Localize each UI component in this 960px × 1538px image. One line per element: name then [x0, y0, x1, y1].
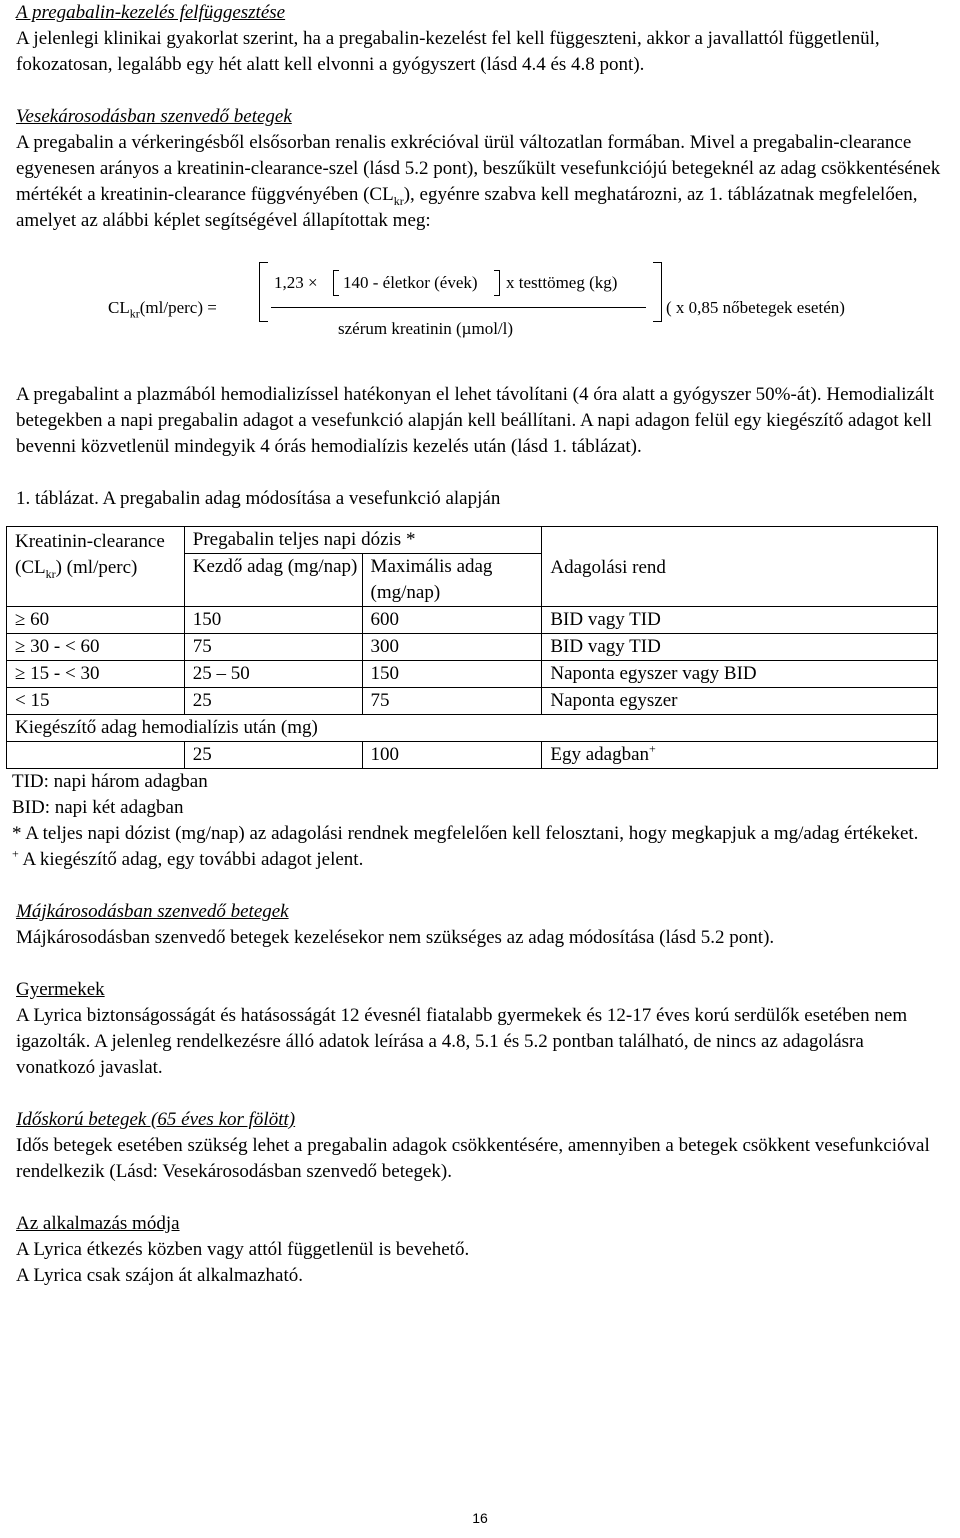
paragraph-elderly: Idős betegek esetében szükség lehet a pregabalin adagok csökkentésére, amennyiben a betegek csökkent vesefunkcióval rendelkezik (Lásd: Vesekárosodásban szenvedő betegek).: [16, 1135, 930, 1182]
table-row-supplementary-label: [7, 715, 938, 742]
note-plus: + A kiegészítő adag, egy további adagot jelent.: [12, 846, 364, 870]
formula-bracket-left: [259, 262, 268, 322]
note-tid: TID: napi három adagban: [12, 771, 208, 792]
page-number: 16: [472, 1510, 488, 1526]
formula-age-term: 140 - életkor (évek): [343, 273, 478, 292]
paragraph-administration-1: A Lyrica étkezés közben vagy attól függetlenül is bevehető.: [16, 1239, 470, 1260]
table-row: [7, 688, 938, 715]
paragraph-children: A Lyrica biztonságosságát és hatásosságát 12 évesnél fiatalabb gyermekek és 12-17 éves korú serdülők esetében nem igazolták. A jelenleg rendelkezésre álló adatok leírása a 4.8, 5.1 és 5.2 pontban található, de nincs az adagolásra vonatkozó javaslat.: [16, 1005, 908, 1078]
formula-bracket-right: [653, 262, 662, 322]
formula-fraction-line: [271, 307, 646, 308]
cell-supplementary-label: Kiegészítő adag hemodialízis után (mg): [7, 715, 938, 742]
cell-max-dose: 150: [362, 661, 542, 688]
cell-regimen: Naponta egyszer vagy BID: [542, 661, 938, 688]
cell-max-dose: 75: [362, 688, 542, 715]
header-total-daily-dose: Pregabalin teljes napi dózis *: [184, 527, 542, 554]
section-heading-administration: Az alkalmazás módja: [16, 1213, 180, 1234]
header-start-dose: Kezdő adag (mg/nap): [184, 554, 362, 607]
paragraph-hepatic: Májkárosodásban szenvedő betegek kezelésekor nem szükséges az adag módosítása (lásd 5.2 pont).: [16, 927, 775, 948]
table-row-supplementary: [7, 742, 938, 769]
cell-start-dose: 25: [184, 742, 362, 769]
formula-lhs: $CL_{kr}(ml/perc)$ =: [108, 298, 217, 321]
note-bid: BID: napi két adagban: [12, 797, 184, 818]
paragraph-hemodialysis: A pregabalint a plazmából hemodializíssel hatékonyan el lehet távolítani (4 óra alatt a gyógyszer 50%-át). Hemodializált betegekben a napi pregabalin adagot a vesefunkció alapján kell beállítani. A napi adagon felül egy kiegészítő adagot kell bevenni közvetlenül mindegyik 4 órás hemodialízis kezelés után (lásd 1. táblázat).: [16, 384, 935, 457]
document-page: [12, 0, 946, 1289]
header-max-dose: Maximális adag (mg/nap): [362, 554, 542, 607]
cell-regimen: BID vagy TID: [542, 607, 938, 634]
section-heading-stop: A pregabalin-kezelés felfüggesztése: [16, 2, 286, 23]
section-heading-hepatic: Májkárosodásban szenvedő betegek: [16, 901, 289, 922]
cell-max-dose: 100: [362, 742, 542, 769]
section-heading-children: Gyermekek: [16, 979, 105, 1000]
cell-regimen: Naponta egyszer: [542, 688, 938, 715]
cell-clearance: ≥ 30 - < 60: [7, 634, 185, 661]
cell-start-dose: 75: [184, 634, 362, 661]
dose-adjustment-table: [6, 526, 938, 769]
cell-max-dose: 300: [362, 634, 542, 661]
formula-weight-term: x testtömeg (kg): [506, 273, 618, 292]
formula-factor: 1,23 ×: [274, 273, 318, 292]
formula-female-factor: ( x 0,85 nőbetegek esetén): [666, 298, 845, 317]
paragraph-renal: A pregabalin a vérkeringésből elsősorban renalis exkrécióval ürül változatlan formában. Mivel a pregabalin-clearance egyenesen arányos a kreatinin-clearance-szel (lásd 5.2 pont), beszűkült vesefunkciójú betegeknél az adag csökkentésének mértékét a kreatinin-clearance függvényében $(CL_{kr})$, egyénre szabva kell meghatározni, az 1. táblázatnak megfelelően, amelyet az alábbi képlet segítségével állapítottak meg:: [16, 132, 941, 231]
table-row: [7, 634, 938, 661]
header-regimen: Adagolási rend: [542, 527, 938, 607]
note-star: * A teljes napi dózist (mg/nap) az adagolási rendnek megfelelően kell felosztani, hogy megkapjuk a mg/adag értékeket.: [12, 823, 919, 844]
cell-start-dose: 25 – 50: [184, 661, 362, 688]
formula-denominator: szérum kreatinin (µmol/l): [338, 319, 514, 338]
header-clearance: Kreatinin-clearance $(CL_{kr})$ (ml/perc): [7, 527, 185, 607]
table-caption: 1. táblázat. A pregabalin adag módosítása a vesefunkció alapján: [16, 488, 501, 509]
section-heading-elderly: Időskorú betegek (65 éves kor fölött): [16, 1109, 296, 1130]
cell-regimen: Egy adagban+: [542, 742, 938, 769]
cell-clearance: ≥ 60: [7, 607, 185, 634]
formula-square-bracket-right: [494, 270, 500, 296]
paragraph-administration-2: A Lyrica csak szájon át alkalmazható.: [16, 1265, 303, 1286]
cell-clearance: ≥ 15 - < 30: [7, 661, 185, 688]
cell-start-dose: 150: [184, 607, 362, 634]
cell-clearance: < 15: [7, 688, 185, 715]
creatinine-clearance-formula: [16, 252, 946, 368]
table-header-row: [7, 527, 938, 554]
cell-regimen: BID vagy TID: [542, 634, 938, 661]
section-heading-renal: Vesekárosodásban szenvedő betegek: [16, 106, 292, 127]
table-row: [7, 607, 938, 634]
cell-clearance: [7, 742, 185, 769]
cell-start-dose: 25: [184, 688, 362, 715]
paragraph-stop: A jelenlegi klinikai gyakorlat szerint, ha a pregabalin-kezelést fel kell függeszteni, akkor a javallattól függetlenül, fokozatosan, legalább egy hét alatt kell elvonni a gyógyszert (lásd 4.4 és 4.8 pont).: [16, 28, 880, 75]
table-row: [7, 661, 938, 688]
formula-square-bracket-left: [333, 270, 339, 296]
cell-max-dose: 600: [362, 607, 542, 634]
